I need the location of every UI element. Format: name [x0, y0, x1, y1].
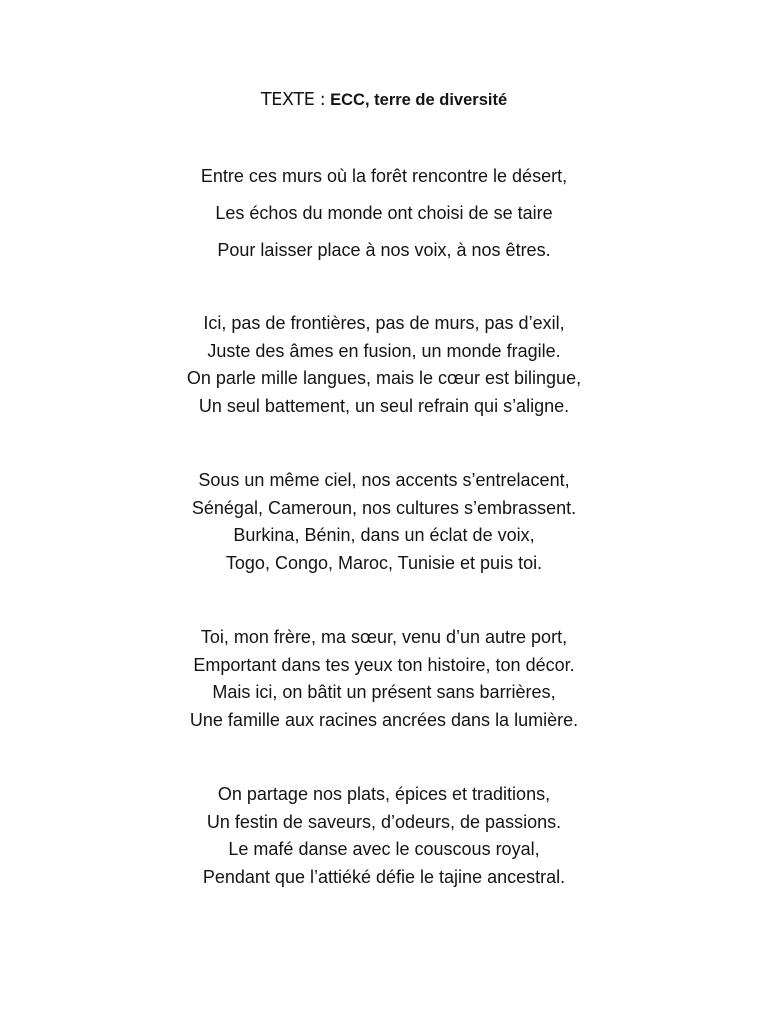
poem-line: Emportant dans tes yeux ton histoire, ton décor. [193, 654, 575, 675]
poem-line: Un seul battement, un seul refrain qui s’aligne. [198, 395, 570, 416]
poem-line: Pendant que l’attiéké défie le tajine ancestral. [202, 866, 566, 887]
poem-line: Mais ici, on bâtit un présent sans barrières, [212, 682, 556, 702]
poem-line: Juste des âmes en fusion, un monde fragile. [207, 340, 561, 361]
poem-line: Burkina, Bénin, dans un éclat de voix, [233, 525, 535, 545]
poem-line: Un festin de saveurs, d’odeurs, de passions. [206, 811, 562, 832]
poem-line: Entre ces murs où la forêt rencontre le désert, [200, 166, 568, 186]
title-prefix: TEXTE : [260, 90, 326, 110]
title-text: ECC, terre de diversité [330, 91, 508, 109]
poem-line: Les échos du monde ont choisi de se taire [215, 203, 553, 223]
poem-line: Sous un même ciel, nos accents s’entrelacent, [198, 470, 570, 490]
stanza-3 [0, 467, 768, 577]
poem-line: Une famille aux racines ancrées dans la lumière. [189, 709, 579, 730]
poem-line: On partage nos plats, épices et traditions, [217, 784, 551, 804]
stanza-1 [0, 158, 768, 269]
stanza-4 [0, 624, 768, 734]
poem-line: Le mafé danse avec le couscous royal, [228, 839, 540, 859]
document-title [0, 88, 768, 112]
poem-line: Ici, pas de frontières, pas de murs, pas d’exil, [203, 313, 565, 333]
poem-line: Toi, mon frère, ma sœur, venu d’un autre port, [200, 627, 568, 647]
poem-line: Pour laisser place à nos voix, à nos êtres. [217, 240, 551, 260]
poem-line: Togo, Congo, Maroc, Tunisie et puis toi. [225, 552, 543, 573]
stanza-2 [0, 310, 768, 420]
poem-line: Sénégal, Cameroun, nos cultures s’embrassent. [191, 497, 577, 518]
stanza-5 [0, 781, 768, 891]
poem-line: On parle mille langues, mais le cœur est bilingue, [186, 368, 582, 388]
